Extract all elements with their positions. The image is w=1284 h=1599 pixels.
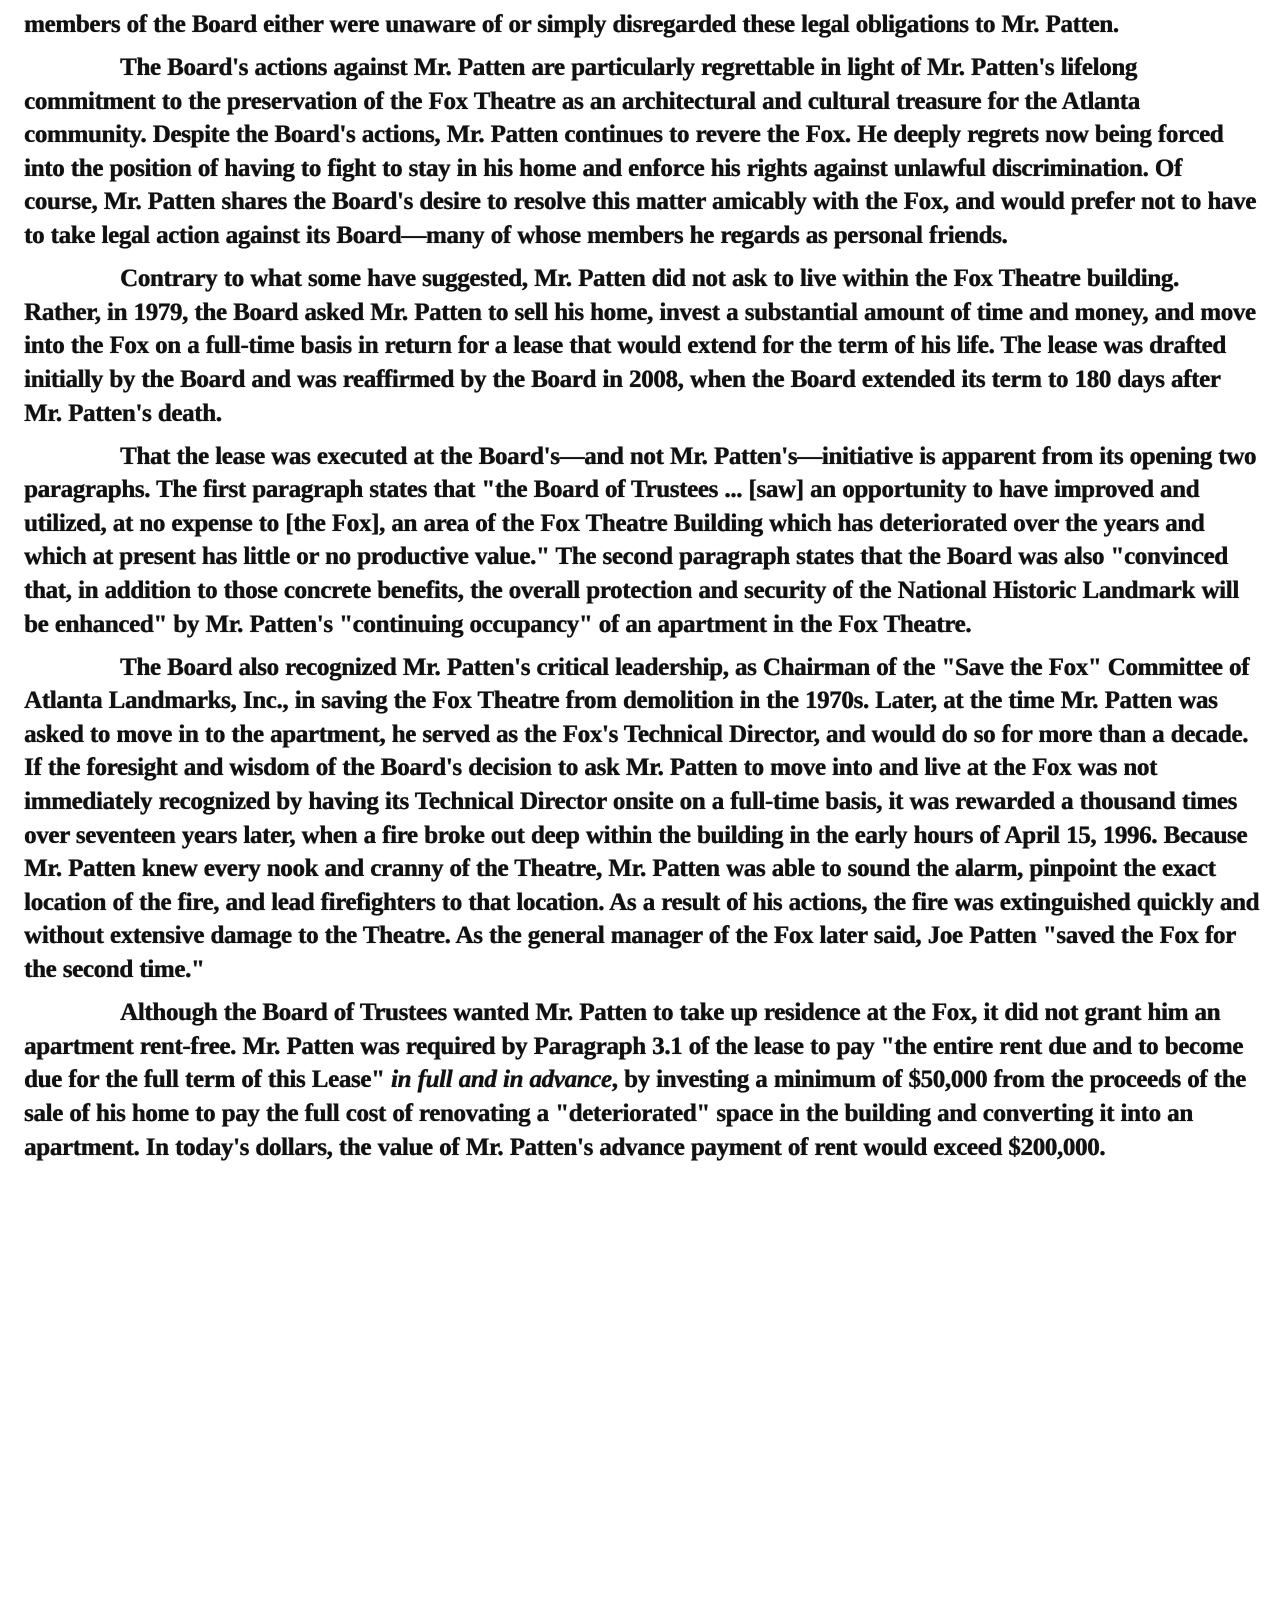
paragraph-leadership: The Board also recognized Mr. Patten's critical leadership, as Chairman of the "Save the Fox" Committee of Atlanta Landmarks, Inc., in saving the Fox Theatre from demolition in the 1970s. Later, at the time Mr. Patten was asked to move in to the apartment, he served as the Fox's Technical Director, and would do so for more than a decade. If the foresight and wisdom of the Board's decision to ask Mr. Patten to move into and live at the Fox was not immediately recognized by having its Technical Director onsite on a full-time basis, it was rewarded a thousand times over seventeen years later, when a fire broke out deep within the building in the early hours of April 15, 1996. Because Mr. Patten knew every nook and cranny of the Theatre, Mr. Patten was able to sound the alarm, pinpoint the exact location of the fire, and lead firefighters to that location. As a result of his actions, the fire was extinguished quickly and without extensive damage to the Theatre. As the general manager of the Fox later said, Joe Patten "saved the Fox for the second time." [24,653,1260,984]
rent-text-before: Although the Board of Trustees wanted Mr. Patten to take up residence at the Fox, it did not grant him an apartment rent-free. Mr. Patten was required by Paragraph 3.1 of the lease to pay "the entire rent due and to become due for the full term of this Lease" [24,999,1243,1094]
rent-text-italic: in full and in advance [390,1066,612,1094]
document-page [24,8,1260,1174]
paragraph-lease-origin: Contrary to what some have suggested, Mr. Patten did not ask to live within the Fox Theatre building. Rather, in 1979, the Board asked Mr. Patten to sell his home, invest a substantial amount of time and money, and move into the Fox on a full-time basis in return for a lease that would extend for the term of his life. The lease was drafted initially by the Board and was reaffirmed by the Board in 2008, when the Board extended its term to 180 days after Mr. Patten's death. [24,265,1256,427]
paragraph-rent-payment [24,996,1260,1164]
paragraph-continuation: members of the Board either were unaware of or simply disregarded these legal obligations to Mr. Patten. [24,11,1119,38]
rent-text-after: , by investing a minimum of $50,000 from the proceeds of the sale of his home to pay the full cost of renovating a "deteriorated" space in the building and converting it into an apartment. In today's dollars, the value of Mr. Patten's advance payment of rent would exceed $200,000. [24,1066,1246,1161]
paragraph-lease-initiative: That the lease was executed at the Board's—and not Mr. Patten's—initiative is apparent from its opening two paragraphs. The first paragraph states that "the Board of Trustees ... [saw] an opportunity to have improved and utilized, at no expense to [the Fox], an area of the Fox Theatre Building which has deteriorated over the years and which at present has little or no productive value." The second paragraph states that the Board was also "convinced that, in addition to those concrete benefits, the overall protection and security of the National Historic Landmark will be enhanced" by Mr. Patten's "continuing occupancy" of an apartment in the Fox Theatre. [24,442,1257,638]
paragraph-board-actions: The Board's actions against Mr. Patten are particularly regrettable in light of Mr. Patten's lifelong commitment to the preservation of the Fox Theatre as an architectural and cultural treasure for the Atlanta community. Despite the Board's actions, Mr. Patten continues to revere the Fox. He deeply regrets now being forced into the position of having to fight to stay in his home and enforce his rights against unlawful discrimination. Of course, Mr. Patten shares the Board's desire to resolve this matter amicably with the Fox, and would prefer not to have to take legal action against its Board—many of whose members he regards as personal friends. [24,54,1256,250]
